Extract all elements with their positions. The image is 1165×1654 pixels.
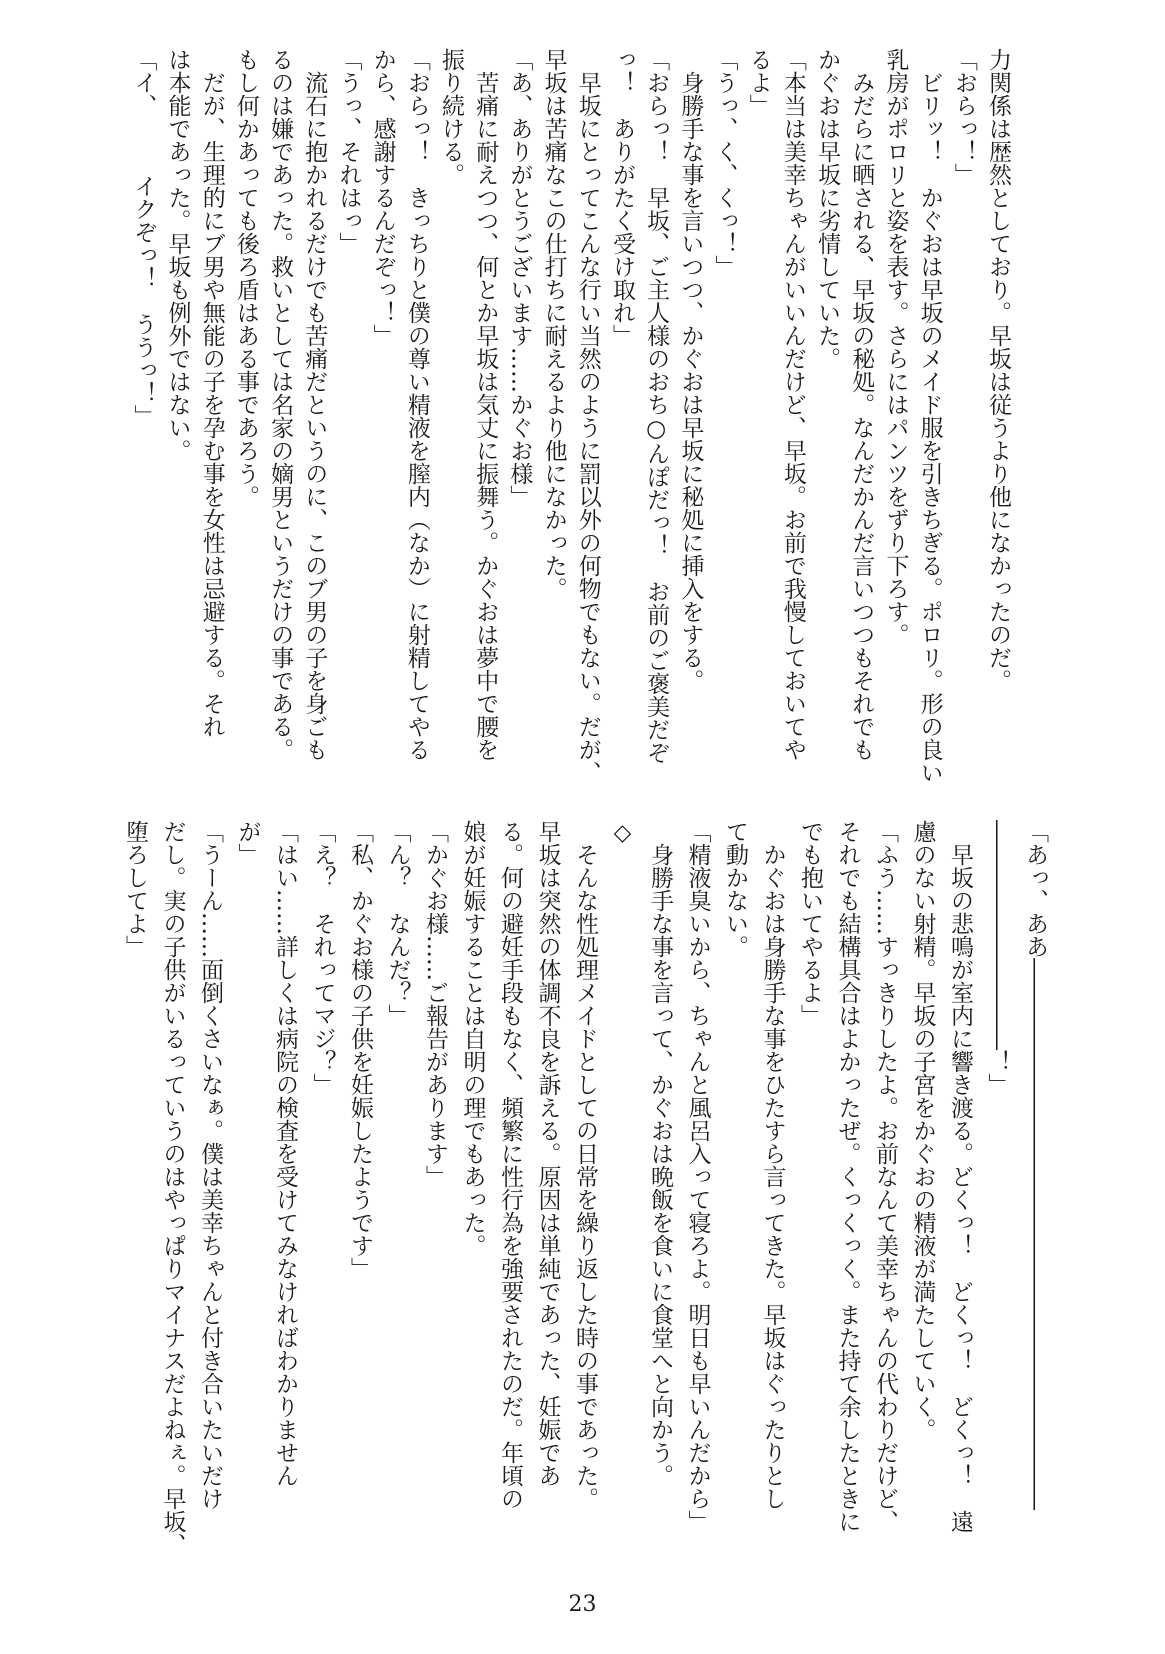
text-line: だが、生理的にブ男や無能の子を孕む事を女性は忌避する。それ — [198, 48, 225, 738]
text-line: 苦痛に耐えつつ、何とか早坂は気丈に振舞う。かぐおは夢中で腰を — [472, 48, 499, 761]
text-line: 堕ろしてよ」 — [122, 820, 148, 958]
text-line: っ！ ありがたく受け取れ」 — [608, 48, 635, 347]
text-line: 身勝手な事を言いつつ、かぐおは早坂に秘処に挿入をする。 — [677, 48, 704, 692]
text-line: 「おらっ！ 早坂、ご主人様のおち○んぽだっ！ お前のご褒美だぞ — [643, 48, 670, 764]
text-line: 身勝手な事を言って、かぐおは晩飯を食いに食堂へと向かう。 — [647, 820, 673, 1487]
text-line: 流石に抱かれるだけでも苦痛だというのに、このブ男の子を身ごも — [301, 48, 328, 761]
text-line: 早坂は突然の体調不良を訴える。原因は単純であった、妊娠であ — [534, 820, 561, 1487]
text-line: 早坂は苦痛なこの仕打ちに耐えるより他になかった。 — [540, 48, 567, 600]
text-line: 「うーん……面倒くさいなぁ。僕は美幸ちゃんと付き合いたいだけ — [197, 820, 223, 1510]
text-line: 「かぐお様……ご報告があります」 — [422, 820, 448, 1188]
text-line: みだらに晒される、早坂の秘処。なんだかんだ言いつつもそれでも — [848, 48, 875, 761]
text-line: は本能であった。早坂も例外ではない。 — [164, 48, 191, 462]
text-line: 「私、かぐお様の子供を妊娠したようです」 — [347, 820, 373, 1280]
text-line: 慮のない射精。早坂の子宮をかぐおの精液が満たしていく。 — [909, 820, 936, 1441]
text-line: 「はい……詳しくは病院の検査を受けてみなければわかりません — [272, 820, 298, 1487]
text-line: て動かない。 — [722, 820, 748, 958]
text-line: それでも結構具合はよかったぜ。くっくっく。また持て余したときに — [834, 820, 861, 1533]
lower-text-block — [113, 820, 1053, 1560]
text-line: ビリッ！ かぐおは早坂のメイド服を引きちぎる。ポロリ。形の良い — [916, 48, 943, 784]
text-line: でも抱いてやるよ」 — [797, 820, 823, 1027]
text-line: 力関係は歴然としており。早坂は従うより他になかったのだ。 — [985, 48, 1011, 692]
text-line: るのは嫌であった。救いとしては名家の嫡男というだけの事である。 — [267, 48, 294, 761]
text-line: ◇ — [609, 820, 636, 846]
text-line: 「精液臭いから、ちゃんと風呂入って寝ろよ。明日も早いんだから」 — [684, 820, 711, 1533]
text-line: 「イ、 イクぞっ！ ううっ！」 — [130, 48, 157, 428]
text-line: 「ふう……すっきりしたよ。お前なんて美幸ちゃんの代わりだけど、 — [872, 820, 898, 1533]
text-line: から、感謝するんだぞっ！」 — [369, 48, 396, 347]
text-line: る。何の避妊手段もなく、頻繁に性行為を強要されたのだ。年頃の — [497, 820, 523, 1510]
text-line: ――――――――――！」 — [984, 820, 1011, 1096]
text-line: かぐおは身勝手な事をひたすら言ってきた。早坂はぐったりとし — [759, 820, 786, 1510]
text-line: 乳房がポロリと姿を表す。さらにはパンツをずり下ろす。 — [882, 48, 909, 646]
text-line: もし何かあっても後ろ盾はある事であろう。 — [232, 48, 259, 508]
text-line: 「え？ それってマジ？」 — [309, 820, 336, 1096]
text-line: 「うっ、それはっ」 — [335, 48, 362, 255]
text-line: 早坂の悲鳴が室内に響き渡る。どくっ！ どくっ！ どくっ！ 遠 — [947, 820, 973, 1533]
text-line: 振り続ける。 — [438, 48, 464, 186]
text-line: 「あ、ありがとうございます……かぐお様」 — [506, 48, 533, 508]
text-line: 「おらっ！ きっちりと僕の尊い精液を膣内（なか）に射精してやる — [403, 48, 430, 761]
text-line: 「うっ、く、くっ！」 — [711, 48, 738, 278]
page-number: 23 — [568, 1592, 597, 1617]
text-line: そんな性処理メイドとしての日常を繰り返した時の事であった。 — [572, 820, 598, 1510]
text-line: 早坂にとってこんな行い当然のように罰以外の何物でもない。だが、 — [574, 48, 601, 784]
text-line: るよ」 — [745, 48, 772, 117]
text-line: 娘が妊娠することは自明の理でもあった。 — [459, 820, 486, 1257]
text-line: 「あっ、ああ―――――――――――――――――――――――― — [1022, 820, 1048, 1510]
text-line: だし。実の子供がいるっていうのはやっぱりマイナスだよねぇ。早坂、 — [159, 820, 186, 1556]
text-line: かぐおは早坂に劣情していた。 — [814, 48, 841, 370]
text-line: 「本当は美幸ちゃんがいいんだけど、早坂。お前で我慢しておいてや — [779, 48, 806, 761]
upper-text-block — [125, 48, 1015, 788]
text-line: が」 — [234, 820, 261, 866]
text-line: 「ん？ なんだ？」 — [384, 820, 411, 1027]
text-line: 「おらっ！」 — [950, 48, 977, 186]
